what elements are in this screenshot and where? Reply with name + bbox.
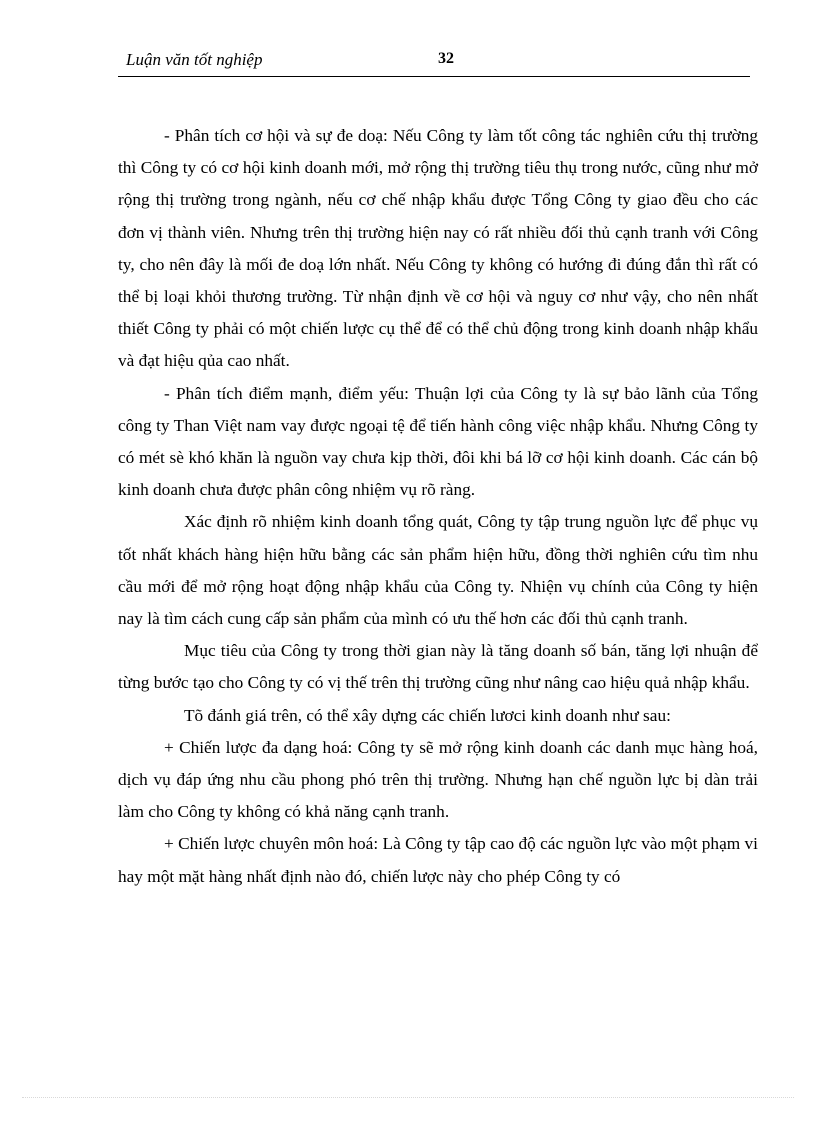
paragraph-specialization-strategy: + Chiến lược chuyên môn hoá: Là Công ty tập cao độ các nguồn lực vào một phạm vi hay một mặt hàng nhất định nào đó, chiến lược này cho phép Công ty có	[118, 834, 758, 886]
header-title: Luận văn tốt nghiệp	[126, 50, 263, 69]
page-header	[118, 46, 750, 77]
paragraph-objectives: Mục tiêu của Công ty trong thời gian này là tăng doanh số bán, tăng lợi nhuận để từng bước tạo cho Công ty có vị thế trên thị trường cũng như nâng cao hiệu quả nhập khẩu.	[118, 641, 758, 693]
page-number: 32	[438, 50, 454, 67]
paragraph-diversification-strategy: + Chiến lược đa dạng hoá: Công ty sẽ mở rộng kinh doanh các danh mục hàng hoá, dịch vụ đáp ứng nhu cầu phong phó trên thị trường. Nhưng hạn chế nguồn lực bị dàn trải làm cho Công ty không có khả năng cạnh tranh.	[118, 737, 758, 822]
footer-divider	[22, 1097, 794, 1098]
paragraph-business-mission: Xác định rõ nhiệm kinh doanh tổng quát, Công ty tập trung nguồn lực để phục vụ tốt nhất khách hàng hiện hữu bằng các sản phẩm hiện hữu, đồng thời nghiên cứu tìm nhu cầu mới để mở rộng hoạt động nhập khẩu của Công ty. Nhiện vụ chính của Công ty hiện nay là tìm cách cung cấp sản phẩm của mình có ưu thế hơn các đối thủ cạnh tranh.	[118, 512, 758, 629]
body-text	[118, 120, 758, 893]
paragraph-strengths-weaknesses: - Phân tích điểm mạnh, điểm yếu: Thuận lợi của Công ty là sự bảo lãnh của Tổng công ty Than Việt nam vay được ngoại tệ để tiến hành công việc nhập khẩu. Nhưng Công ty có mét sè khó khăn là nguồn vay chưa kịp thời, đôi khi bá lỡ cơ hội kinh doanh. Các cán bộ kinh doanh chưa được phân công nhiệm vụ rõ ràng.	[118, 383, 758, 500]
paragraph-strategy-intro: Tõ đánh giá trên, có thể xây dựng các chiến lươci kinh doanh như sau:	[184, 705, 671, 725]
paragraph-opportunities-threats: - Phân tích cơ hội và sự đe doạ: Nếu Công ty làm tốt công tác nghiên cứu thị trường thì Công ty có cơ hội kinh doanh mới, mở rộng thị trường tiêu thụ trong nước, cũng như mở rộng thị trường trong ngành, nếu cơ chế nhập khẩu được Tổng Công ty giao đều cho các đơn vị thành viên. Nhưng trên thị trường hiện nay có rất nhiều đối thủ cạnh tranh với Công ty, cho nên đây là mối đe doạ lớn nhất. Nếu Công ty không có hướng đi đúng đắn thì rất có thể bị loại khỏi thương trường. Từ nhận định về cơ hội và nguy cơ như vậy, cho nên nhất thiết Công ty phải có một chiến lược cụ thể để có thể chủ động trong kinh doanh nhập khẩu và đạt hiệu qủa cao nhất.	[118, 126, 758, 371]
